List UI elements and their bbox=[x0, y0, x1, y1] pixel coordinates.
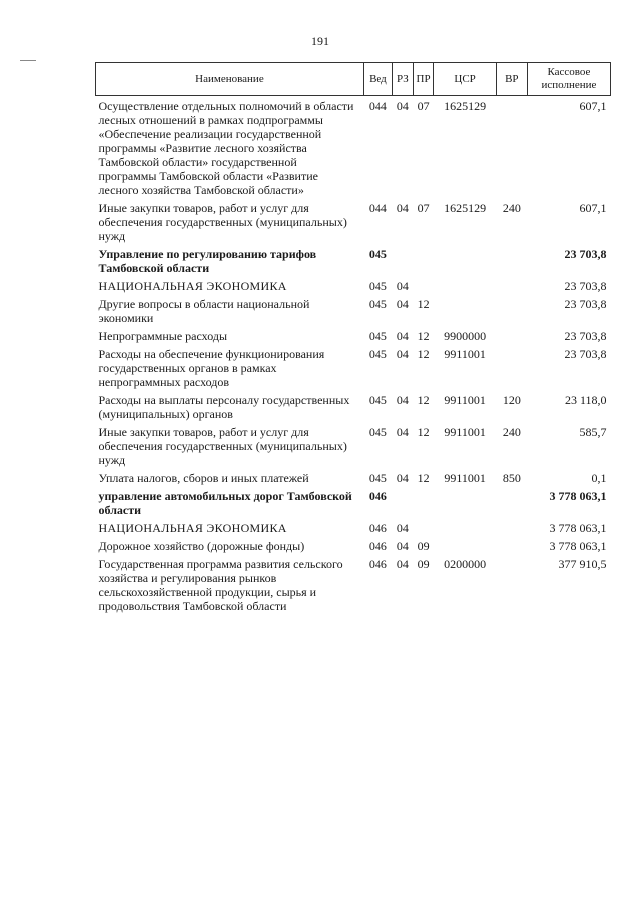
cell-csr: 1625129 bbox=[444, 201, 487, 215]
cell-name: НАЦИОНАЛЬНАЯ ЭКОНОМИКА bbox=[98, 279, 287, 293]
header-ved: Вед bbox=[363, 63, 392, 96]
cell-pr: 09 bbox=[417, 557, 430, 571]
cell-rz: 04 bbox=[396, 539, 409, 553]
table-row bbox=[96, 96, 611, 202]
cell-rz: 04 bbox=[396, 471, 409, 485]
cell-rz: 04 bbox=[396, 297, 409, 311]
cell-vr: 240 bbox=[502, 425, 521, 439]
cell-csr: 9911001 bbox=[444, 347, 486, 361]
cell-pr: 07 bbox=[417, 99, 430, 113]
table-row bbox=[96, 471, 611, 489]
cell-rz: 04 bbox=[396, 393, 409, 407]
cell-rz: 04 bbox=[396, 279, 409, 293]
table-row bbox=[96, 279, 611, 297]
cell-ved: 045 bbox=[368, 279, 387, 293]
cell-csr bbox=[434, 279, 496, 297]
cell-sum: 23 703,8 bbox=[564, 247, 607, 261]
header-pr: ПР bbox=[413, 63, 434, 96]
cell-name: Управление по регулированию тарифов Тамбовской области bbox=[98, 247, 317, 275]
cell-rz bbox=[392, 489, 413, 521]
cell-sum: 23 703,8 bbox=[564, 329, 607, 343]
table-row bbox=[96, 539, 611, 557]
cell-vr bbox=[496, 489, 527, 521]
cell-name: Иные закупки товаров, работ и услуг для обеспечения государственных (муниципальных) нужд bbox=[98, 425, 347, 467]
cell-ved: 044 bbox=[368, 201, 387, 215]
cell-ved: 045 bbox=[368, 393, 387, 407]
cell-vr bbox=[496, 557, 527, 617]
cell-name: Расходы на выплаты персоналу государственных (муниципальных) органов bbox=[98, 393, 350, 421]
cell-vr: 240 bbox=[502, 201, 521, 215]
cell-pr: 12 bbox=[417, 329, 430, 343]
table-row bbox=[96, 489, 611, 521]
header-rz: РЗ bbox=[392, 63, 413, 96]
table-row bbox=[96, 393, 611, 425]
cell-sum: 585,7 bbox=[579, 425, 607, 439]
cell-sum: 23 703,8 bbox=[564, 347, 607, 361]
cell-vr: 120 bbox=[502, 393, 521, 407]
cell-ved: 046 bbox=[368, 521, 387, 535]
cell-name: Непрограммные расходы bbox=[98, 329, 228, 343]
cell-pr: 12 bbox=[417, 471, 430, 485]
cell-name: Иные закупки товаров, работ и услуг для обеспечения государственных (муниципальных) нужд bbox=[98, 201, 347, 243]
header-sum: Кассовое исполнение bbox=[527, 63, 610, 96]
cell-csr: 1625129 bbox=[444, 99, 487, 113]
table-row bbox=[96, 201, 611, 247]
table-body bbox=[96, 96, 611, 618]
cell-rz: 04 bbox=[396, 99, 409, 113]
cell-sum: 0,1 bbox=[591, 471, 607, 485]
cell-sum: 3 778 063,1 bbox=[549, 489, 607, 503]
cell-ved: 045 bbox=[368, 329, 387, 343]
cell-pr bbox=[413, 279, 434, 297]
cell-vr bbox=[496, 279, 527, 297]
cell-rz: 04 bbox=[396, 521, 409, 535]
cell-name: Уплата налогов, сборов и иных платежей bbox=[98, 471, 309, 485]
corner-mark bbox=[20, 60, 36, 61]
table-row bbox=[96, 329, 611, 347]
cell-ved: 045 bbox=[368, 347, 387, 361]
cell-pr: 07 bbox=[417, 201, 430, 215]
cell-csr: 9911001 bbox=[444, 471, 486, 485]
table-row bbox=[96, 297, 611, 329]
cell-csr bbox=[434, 521, 496, 539]
cell-name: Государственная программа развития сельского хозяйства и регулирования рынков сельскохозяйственной продукции, сырья и продовольствия Тамбовской области bbox=[98, 557, 343, 613]
cell-vr bbox=[496, 329, 527, 347]
page-number: 191 bbox=[311, 34, 329, 48]
cell-vr bbox=[496, 247, 527, 279]
cell-vr bbox=[496, 539, 527, 557]
cell-ved: 044 bbox=[368, 99, 387, 113]
cell-csr bbox=[434, 489, 496, 521]
cell-ved: 045 bbox=[368, 247, 387, 261]
cell-pr: 12 bbox=[417, 425, 430, 439]
header-name: Наименование bbox=[96, 63, 364, 96]
cell-vr bbox=[496, 347, 527, 393]
cell-pr bbox=[413, 247, 434, 279]
cell-rz: 04 bbox=[396, 425, 409, 439]
header-csr: ЦСР bbox=[434, 63, 496, 96]
cell-rz bbox=[392, 247, 413, 279]
cell-sum: 607,1 bbox=[579, 201, 607, 215]
budget-table bbox=[95, 62, 611, 617]
cell-vr bbox=[496, 521, 527, 539]
cell-vr bbox=[496, 96, 527, 202]
cell-name: НАЦИОНАЛЬНАЯ ЭКОНОМИКА bbox=[98, 521, 287, 535]
cell-csr: 9911001 bbox=[444, 425, 486, 439]
header-vr: ВР bbox=[496, 63, 527, 96]
cell-sum: 3 778 063,1 bbox=[549, 521, 607, 535]
cell-csr: 9900000 bbox=[444, 329, 487, 343]
cell-ved: 046 bbox=[368, 557, 387, 571]
cell-pr: 09 bbox=[417, 539, 430, 553]
cell-name: управление автомобильных дорог Тамбовской области bbox=[98, 489, 352, 517]
cell-name: Осуществление отдельных полномочий в области лесных отношений в рамках подпрограммы «Обеспечение реализации государственной программы «Развитие лесного хозяйства Тамбовской области» государственной программы Тамбовской области «Развитие лесного хозяйства Тамбовской области» bbox=[98, 99, 354, 197]
cell-sum: 607,1 bbox=[579, 99, 607, 113]
table-row bbox=[96, 557, 611, 617]
cell-csr bbox=[434, 297, 496, 329]
cell-csr: 0200000 bbox=[444, 557, 487, 571]
cell-pr: 12 bbox=[417, 393, 430, 407]
cell-sum: 23 703,8 bbox=[564, 297, 607, 311]
cell-rz: 04 bbox=[396, 557, 409, 571]
cell-rz: 04 bbox=[396, 347, 409, 361]
cell-sum: 23 703,8 bbox=[564, 279, 607, 293]
table-row bbox=[96, 521, 611, 539]
table-row bbox=[96, 347, 611, 393]
table-row bbox=[96, 425, 611, 471]
cell-ved: 045 bbox=[368, 297, 387, 311]
cell-ved: 046 bbox=[368, 489, 387, 503]
cell-ved: 045 bbox=[368, 425, 387, 439]
cell-rz: 04 bbox=[396, 329, 409, 343]
cell-sum: 23 118,0 bbox=[564, 393, 607, 407]
cell-vr: 850 bbox=[502, 471, 521, 485]
cell-pr bbox=[413, 521, 434, 539]
cell-sum: 3 778 063,1 bbox=[549, 539, 607, 553]
cell-rz: 04 bbox=[396, 201, 409, 215]
cell-vr bbox=[496, 297, 527, 329]
cell-pr bbox=[413, 489, 434, 521]
cell-ved: 045 bbox=[368, 471, 387, 485]
cell-name: Дорожное хозяйство (дорожные фонды) bbox=[98, 539, 305, 553]
cell-sum: 377 910,5 bbox=[558, 557, 607, 571]
cell-csr: 9911001 bbox=[444, 393, 486, 407]
cell-pr: 12 bbox=[417, 347, 430, 361]
cell-name: Другие вопросы в области национальной экономики bbox=[98, 297, 310, 325]
table-header bbox=[96, 63, 611, 96]
cell-csr bbox=[434, 539, 496, 557]
table-row bbox=[96, 247, 611, 279]
cell-pr: 12 bbox=[417, 297, 430, 311]
cell-name: Расходы на обеспечение функционирования государственных органов в рамках непрограммных расходов bbox=[98, 347, 325, 389]
cell-csr bbox=[434, 247, 496, 279]
cell-ved: 046 bbox=[368, 539, 387, 553]
